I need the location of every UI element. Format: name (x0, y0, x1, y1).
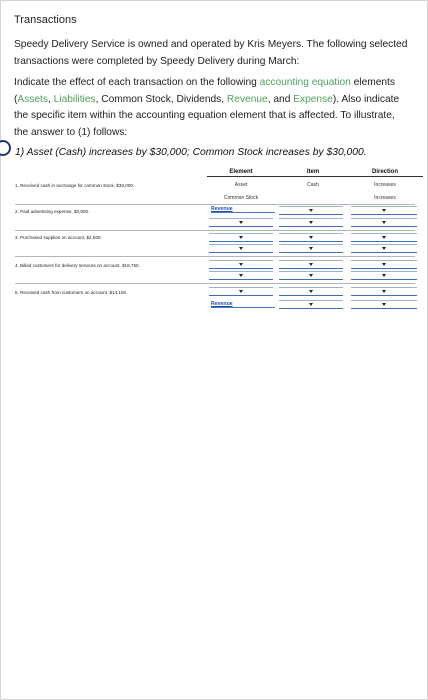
chevron-down-icon (239, 290, 243, 293)
row4-direction-dropdown-a[interactable] (351, 260, 417, 269)
instructions-text-5: ). Also indicate the specific item within the accounting equation element that is affected. To illustrate, the answer to (1) follows: (14, 93, 400, 138)
chevron-down-icon (309, 247, 313, 250)
chevron-down-icon (309, 263, 313, 266)
row2-item-dropdown-b[interactable] (279, 218, 343, 227)
chevron-down-icon (309, 209, 313, 212)
chevron-down-icon (382, 247, 386, 250)
row4-element-dropdown-a[interactable] (209, 260, 273, 269)
row1-direction-b: Increases (374, 195, 396, 201)
row4-direction-dropdown-b[interactable] (351, 271, 417, 280)
transaction-5: 5. Received cash from customers on account, $14,150. (15, 290, 128, 295)
row-divider (15, 256, 415, 257)
accounting-equation-link[interactable]: accounting equation (259, 77, 351, 88)
revenue-link[interactable]: Revenue (226, 93, 268, 105)
row1-item-cash: Cash (307, 182, 319, 188)
example-answer: 1) Asset (Cash) increases by $30,000; Common Stock increases by $30,000. (15, 147, 367, 158)
row-divider (15, 283, 415, 284)
instructions-text-4: , and (267, 93, 294, 105)
row-divider (15, 230, 415, 231)
instructions-text-3: , Common Stock, Dividends, (95, 93, 227, 105)
row5-direction-dropdown-a[interactable] (351, 287, 417, 296)
row2-element-input-a[interactable]: Revenue (211, 207, 275, 213)
row5-item-dropdown-a[interactable] (279, 287, 343, 296)
assets-link[interactable]: Assets (17, 93, 48, 105)
transaction-3: 3. Purchased supplies on account, $2,500. (15, 235, 102, 240)
chevron-down-icon (309, 221, 313, 224)
chevron-down-icon (309, 274, 313, 277)
chevron-down-icon (239, 274, 243, 277)
header-item: Item (306, 169, 320, 175)
chevron-down-icon (382, 209, 386, 212)
header-element: Element (229, 169, 253, 175)
chevron-down-icon (382, 274, 386, 277)
chevron-down-icon (382, 290, 386, 293)
row4-item-dropdown-b[interactable] (279, 271, 343, 280)
row3-direction-dropdown-b[interactable] (351, 244, 417, 253)
row5-element-input-b[interactable]: Revenue (211, 302, 275, 308)
row3-element-dropdown-b[interactable] (209, 244, 273, 253)
chevron-down-icon (382, 221, 386, 224)
row2-item-dropdown-a[interactable] (279, 206, 343, 215)
instructions-paragraph (14, 75, 409, 141)
row2-element-dropdown-b[interactable] (209, 218, 273, 227)
row5-direction-dropdown-b[interactable] (351, 300, 417, 309)
row2-direction-dropdown-b[interactable] (351, 218, 417, 227)
row4-item-dropdown-a[interactable] (279, 260, 343, 269)
row5-item-dropdown-b[interactable] (279, 300, 343, 309)
instructions-sep: , (47, 93, 54, 105)
expense-link[interactable]: Expense (293, 93, 333, 105)
transaction-2: 2. Paid advertising expense, $3,500. (15, 209, 90, 214)
row3-item-dropdown-a[interactable] (279, 233, 343, 242)
row3-direction-dropdown-a[interactable] (351, 233, 417, 242)
chevron-down-icon (239, 236, 243, 239)
row3-element-dropdown-a[interactable] (209, 233, 273, 242)
chevron-down-icon (382, 263, 386, 266)
row1-element-asset: Asset (234, 182, 248, 188)
section-title: Transactions (14, 14, 77, 26)
header-divider (207, 176, 423, 177)
chevron-down-icon (309, 290, 313, 293)
row5-element-dropdown-a[interactable] (209, 287, 273, 296)
row4-element-dropdown-b[interactable] (209, 271, 273, 280)
chevron-down-icon (309, 303, 313, 306)
chevron-down-icon (239, 263, 243, 266)
chevron-down-icon (382, 236, 386, 239)
row1-element-common-stock: Common Stock (223, 195, 259, 201)
chevron-down-icon (309, 236, 313, 239)
chevron-down-icon (382, 303, 386, 306)
instructions-text-1: Indicate the effect of each transaction on the following (14, 77, 260, 88)
chevron-down-icon (239, 247, 243, 250)
row3-item-dropdown-b[interactable] (279, 244, 343, 253)
row1-direction-a: Increases (374, 182, 396, 188)
header-direction: Direction (371, 169, 398, 175)
row-divider (15, 204, 415, 205)
instructions-text-2: elements ( (14, 77, 395, 105)
example-marker-icon (0, 140, 11, 156)
liabilities-link[interactable]: Liabilities (53, 93, 96, 105)
transaction-1: 1. Received cash in exchange for common stock, $30,000. (15, 183, 135, 188)
row2-direction-dropdown-a[interactable] (351, 206, 417, 215)
chevron-down-icon (239, 221, 243, 224)
transaction-4: 4. Billed customers for delivery services on account, $18,750. (15, 263, 140, 268)
intro-paragraph: Speedy Delivery Service is owned and operated by Kris Meyers. The following selected transactions were completed by Speedy Delivery during March: (14, 39, 408, 67)
